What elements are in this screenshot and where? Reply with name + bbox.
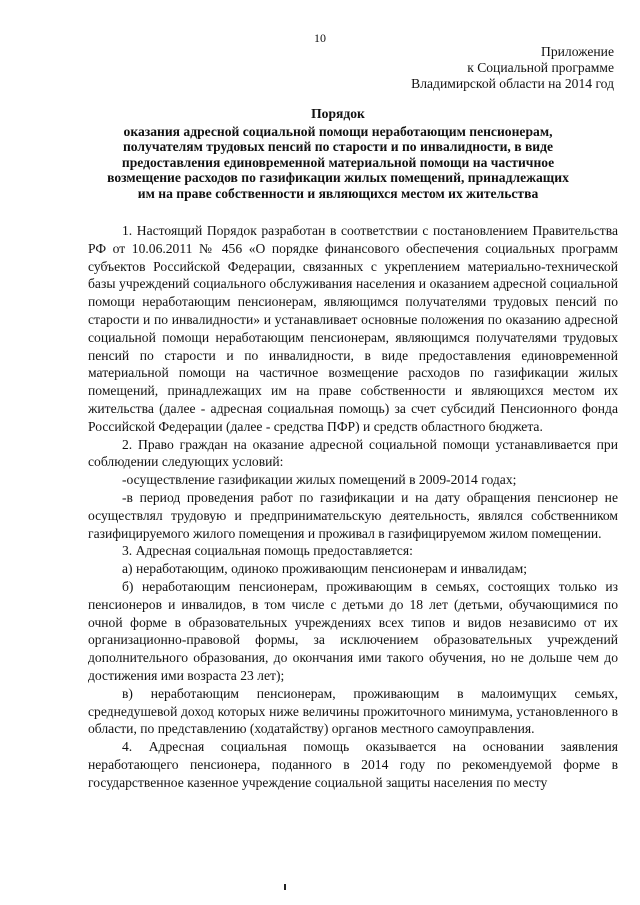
paragraph-3-item-a: а) неработающим, одиноко проживающим пенсионерам и инвалидам;: [122, 561, 528, 577]
paragraph-2: 2. Право граждан на оказание адресной социальной помощи устанавливается при соблюдении следующих условий:: [88, 436, 618, 470]
document-heading: [58, 106, 618, 202]
approval-line-3: Владимирской области на 2014 год: [411, 76, 614, 91]
paragraph-3: 3. Адресная социальная помощь предоставляется:: [122, 543, 413, 559]
approval-line-1: Приложение: [541, 44, 614, 59]
document-subtitle: оказания адресной социальной помощи неработающим пенсионерам, получателям трудовых пенсий по старости и по инвалидности, в виде предоставления единовременной материальной помощи на частичное возмещение расходов по газификации жилых помещений, принадлежащих им на праве собственности и являющихся местом их жительства: [107, 123, 569, 201]
approval-line-2: к Социальной программе: [467, 60, 614, 75]
approval-block: [354, 44, 614, 92]
paragraph-3-item-c: в) неработающим пенсионерам, проживающим в малоимущих семьях, среднедушевой доход которых ниже величины прожиточного минимума, установленного в области, по представлению (ходатайству) органов местного самоуправления.: [88, 685, 618, 737]
page-number: 10: [314, 31, 326, 45]
scan-mark: [284, 884, 286, 890]
paragraph-2-condition-b: -в период проведения работ по газификации и на дату обращения пенсионер не осуществлял трудовую и предпринимательскую деятельность, являлся собственником газифицируемого жилого помещения и проживал в газифицируемом жилом помещении.: [88, 489, 618, 541]
paragraph-2-condition-a: -осуществление газификации жилых помещений в 2009-2014 годах;: [122, 472, 517, 488]
paragraph-3-item-b: б) неработающим пенсионерам, проживающим в семьях, состоящих только из пенсионеров и инвалидов, в том числе с детьми до 18 лет (детьми, обучающимися по очной форме в образовательных учреждениях всех типов и видов независимо от их организационно-правовой формы, за исключением образовательных учреждений дополнительного образования, до окончания ими такого обучения, но не дольше чем до достижения ими возраста 23 лет);: [88, 578, 618, 683]
paragraph-4: 4. Адресная социальная помощь оказывается на основании заявления неработающего пенсионера, поданного в 2014 году по рекомендуемой форме в государственное казенное учреждение социальной защиты населения по месту: [88, 739, 618, 790]
document-body: [88, 222, 618, 792]
document-title: Порядок: [311, 106, 365, 121]
paragraph-1: 1. Настоящий Порядок разработан в соответствии с постановлением Правительства РФ от 10.06.2011 № 456 «О порядке финансового обеспечения социальных программ субъектов Российской Федерации, связанных с укреплением материально-технической базы учреждений социального обслуживания населения и оказанием адресной социальной помощи неработающим пенсионерам, являющимся получателями трудовых пенсий по старости и по инвалидности» и устанавливает основные положения по оказанию адресной социальной помощи неработающим пенсионерам, являющимся получателями трудовых пенсий по старости и по инвалидности, в виде предоставления единовременной материальной помощи на частичное возмещение расходов по газификации жилых помещений, принадлежащих им на праве собственности и являющихся местом их жительства (далее - адресная социальная помощь) за счет субсидий Пенсионного фонда Российской Федерации (далее - средства ПФР) и средств областного бюджета.: [88, 223, 618, 434]
